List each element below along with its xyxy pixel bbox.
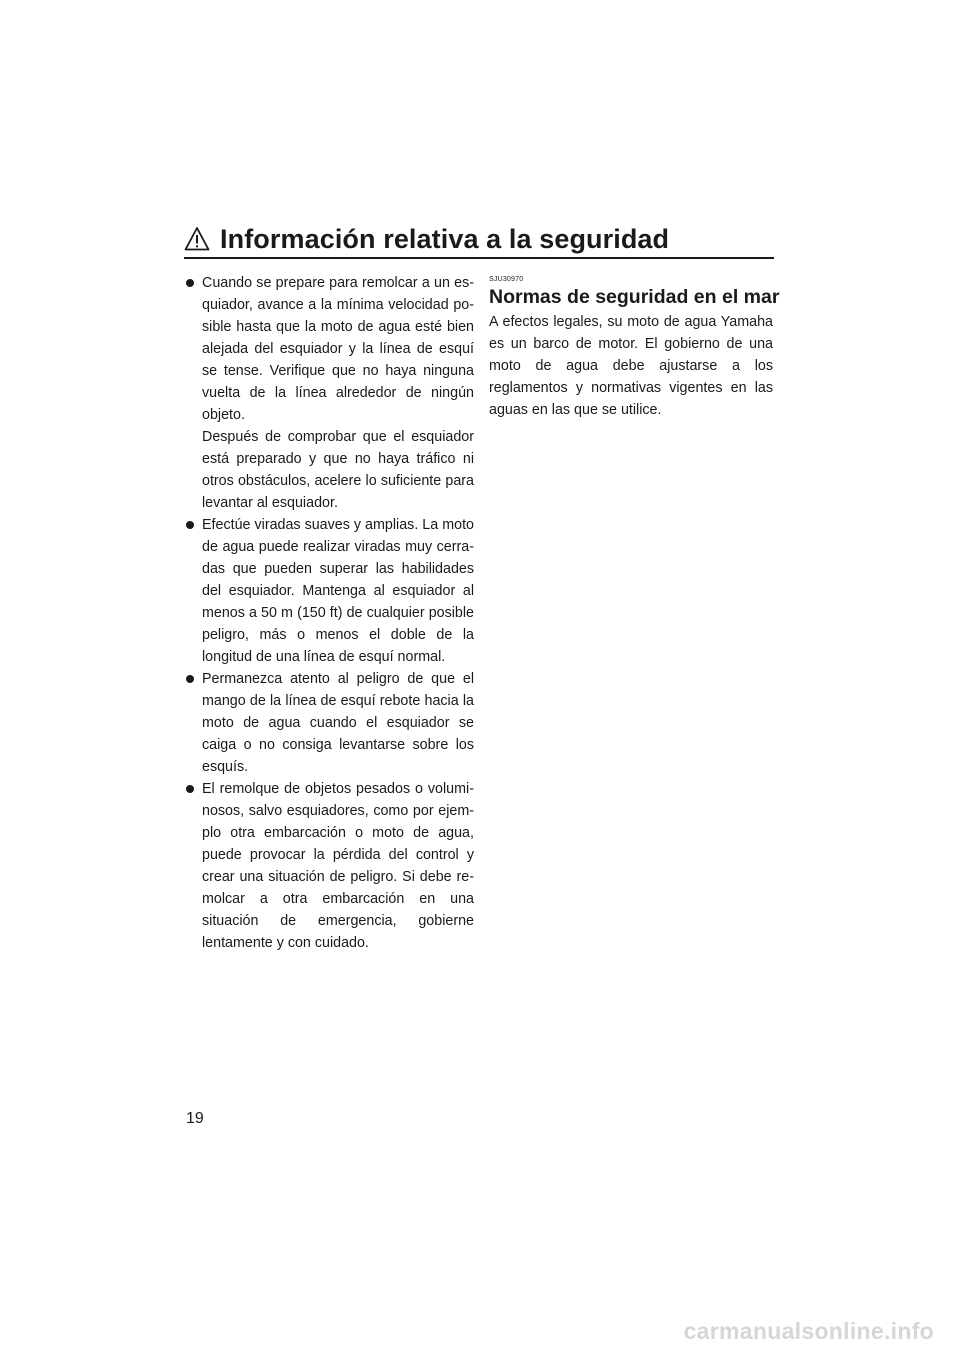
bullet-item: [186, 668, 474, 778]
watermark: carmanualsonline.info: [683, 1318, 934, 1344]
page-header: [184, 222, 774, 256]
page-number: 19: [186, 1110, 204, 1127]
bullet-item: [186, 272, 474, 514]
bullet-text: Permanezca atento al peligro de que el mango de la línea de esquí rebote hacia la moto de agua cuando el esquiador se caiga o no consiga levantarse sobre los esquís.: [202, 671, 474, 775]
bullet-dot-icon: [186, 521, 194, 529]
header-divider: [184, 257, 774, 259]
section-body: A efectos legales, su moto de agua Yamaha es un barco de motor. El gobierno de una moto de agua debe ajustarse a los reglamentos y normativas vigentes en las aguas en las que se utilice.: [489, 314, 773, 418]
section-title: Normas de seguridad en el mar: [489, 286, 780, 308]
bullet-item: [186, 514, 474, 668]
section-code: SJU30970: [489, 276, 524, 283]
bullet-text: Cuando se prepare para remolcar a un esquiador, avance a la mínima velocidad posible hasta que la moto de agua esté bien alejada del esquiador y la línea de esquí se tense. Verifique que no haya ninguna vuelta de la línea alrededor de ningún objeto.: [202, 275, 474, 423]
bullet-dot-icon: [186, 675, 194, 683]
warning-triangle-icon: [184, 226, 210, 252]
page-title: Información relativa a la seguridad: [220, 223, 670, 254]
bullet-text: Efectúe viradas suaves y amplias. La moto de agua puede realizar viradas muy cerradas que pueden superar las habilidades del esquiador. Mantenga al esquiador al menos a 50 m (150 ft) de cualquier posible peligro, más o menos el doble de la longitud de una línea de esquí normal.: [202, 517, 474, 665]
bullet-dot-icon: [186, 785, 194, 793]
bullet-dot-icon: [186, 279, 194, 287]
left-column: [186, 272, 474, 954]
bullet-text: El remolque de objetos pesados o voluminosos, salvo esquiadores, como por ejemplo otra embarcación o moto de agua, puede provocar la pérdida del control y crear una situación de peligro. Si debe remolcar a otra embarcación en una situación de emergencia, gobierne lentamente y con cuidado.: [202, 781, 474, 951]
right-column: [489, 276, 780, 421]
bullet-continuation: Después de comprobar que el esquiador está preparado y que no haya tráfico ni otros obstáculos, acelere lo suficiente para levantar al esquiador.: [202, 429, 474, 511]
bullet-item: [186, 778, 474, 954]
